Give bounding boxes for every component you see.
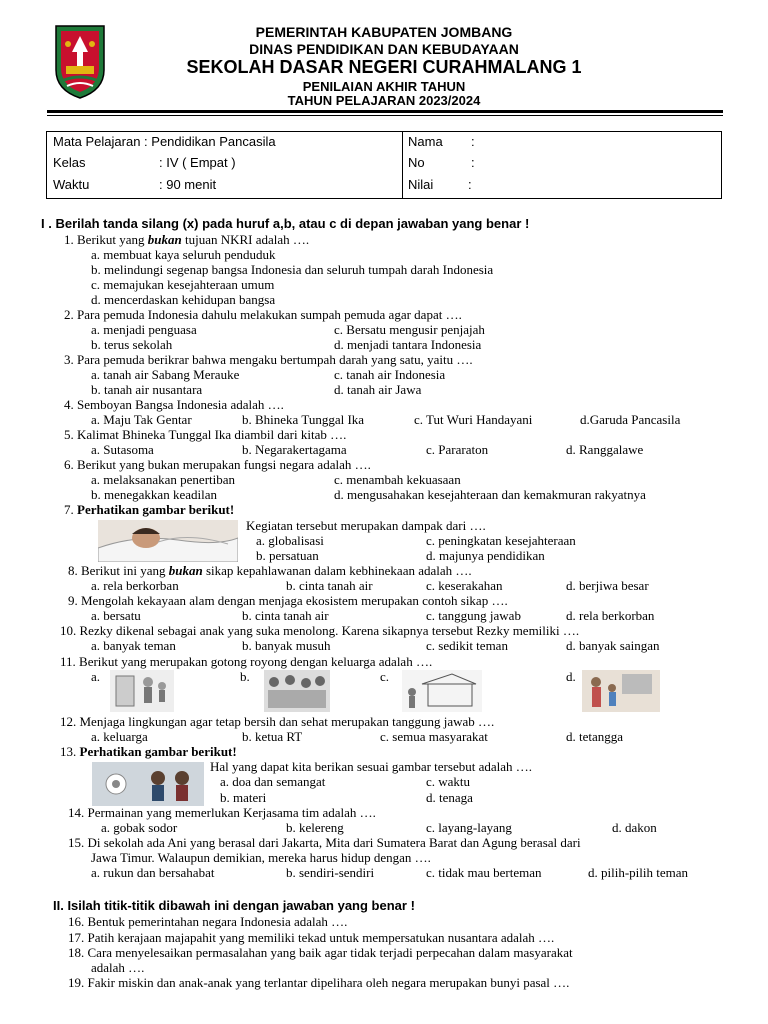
question-8-emphasis: bukan: [168, 563, 203, 578]
q13-option-c[interactable]: c. waktu: [426, 774, 471, 789]
q15-option-c[interactable]: c. tidak mau berteman: [426, 865, 542, 880]
time-value: : 90 menit: [159, 177, 217, 192]
q8-option-c[interactable]: c. keserakahan: [426, 578, 503, 593]
section-2-title: II. Isilah titik-titik dibawah ini dengan jawaban yang benar !: [53, 898, 415, 913]
q4-option-c[interactable]: c. Tut Wuri Handayani: [414, 412, 533, 427]
question-8: [68, 563, 472, 578]
q14-option-a[interactable]: a. gobak sodor: [101, 820, 178, 835]
q7-option-c[interactable]: c. peningkatan kesejahteraan: [426, 533, 576, 548]
q10-option-b[interactable]: b. banyak musuh: [242, 638, 331, 653]
q7-option-d[interactable]: d. majunya pendidikan: [426, 548, 545, 563]
q1-option-d[interactable]: d. mencerdaskan kehidupan bangsa: [91, 292, 276, 307]
q10-option-a[interactable]: a. banyak teman: [91, 638, 176, 653]
question-8-pre: Berikut ini yang: [81, 563, 169, 578]
number-field[interactable]: :: [471, 155, 475, 170]
q2-option-a[interactable]: a. menjadi penguasa: [91, 322, 197, 337]
q4-option-d[interactable]: d.Garuda Pancasila: [580, 412, 681, 427]
q4-option-a[interactable]: a. Maju Tak Gentar: [91, 412, 192, 427]
info-box-divider: [402, 132, 403, 198]
q11-image-a: [110, 670, 174, 712]
q3-option-d[interactable]: d. tanah air Jawa: [334, 382, 422, 397]
student-info-box: [46, 131, 722, 199]
q14-option-b[interactable]: b. kelereng: [286, 820, 344, 835]
q4-option-b[interactable]: b. Bhineka Tunggal Ika: [242, 412, 365, 427]
q13-option-d[interactable]: d. tenaga: [426, 790, 473, 805]
question-1-pre: Berikut yang: [77, 232, 148, 247]
q7-option-b[interactable]: b. persatuan: [256, 548, 319, 563]
question-1-number: 1.: [64, 232, 74, 247]
score-label: Nilai: [408, 177, 434, 192]
question-18-line-2: adalah ….: [91, 960, 145, 975]
question-16: 16. Bentuk pemerintahan negara Indonesia adalah ….: [68, 914, 348, 929]
q12-option-d[interactable]: d. tetangga: [566, 729, 624, 744]
question-11: 11. Berikut yang merupakan gotong royong dengan keluarga adalah ….: [60, 654, 433, 669]
q6-option-c[interactable]: c. menambah kekuasaan: [334, 472, 461, 487]
children-image: [92, 762, 204, 806]
q11-image-b: [264, 670, 330, 712]
class-value: : IV ( Empat ): [159, 155, 236, 170]
q2-option-c[interactable]: c. Bersatu mengusir penjajah: [334, 322, 485, 337]
q9-option-a[interactable]: a. bersatu: [91, 608, 141, 623]
q11-image-d: [582, 670, 660, 712]
q5-option-c[interactable]: c. Pararaton: [426, 442, 489, 457]
q2-option-b[interactable]: b. terus sekolah: [91, 337, 173, 352]
q12-option-b[interactable]: b. ketua RT: [242, 729, 303, 744]
q11-option-c[interactable]: c.: [380, 669, 390, 684]
question-15-line-2: Jawa Timur. Walaupun demikian, mereka harus hidup dengan ….: [91, 850, 431, 865]
q10-option-c[interactable]: c. sedikit teman: [426, 638, 508, 653]
q3-option-a[interactable]: a. tanah air Sabang Merauke: [91, 367, 240, 382]
question-2: 2. Para pemuda Indonesia dahulu melakukan sumpah pemuda agar dapat ….: [64, 307, 462, 322]
section-1-title: I . Berilah tanda silang (x) pada huruf a,b, atau c di depan jawaban yang benar !: [41, 216, 530, 231]
question-13-instruction: Perhatikan gambar berikut!: [79, 744, 237, 759]
header-rule-thin: [47, 115, 723, 116]
q11-option-d[interactable]: d.: [566, 669, 576, 684]
score-field[interactable]: :: [468, 177, 472, 192]
q12-option-a[interactable]: a. keluarga: [91, 729, 148, 744]
question-12: 12. Menjaga lingkungan agar tetap bersih dan sehat merupakan tanggung jawab ….: [60, 714, 495, 729]
q1-option-a[interactable]: a. membuat kaya seluruh penduduk: [91, 247, 276, 262]
question-17: 17. Patih kerajaan majapahit yang memiliki tekad untuk mempersatukan nusantara adalah ….: [68, 930, 555, 945]
header-exam-title: PENILAIAN AKHIR TAHUN: [302, 79, 466, 94]
q12-option-c[interactable]: c. semua masyarakat: [380, 729, 488, 744]
question-7-number: 7.: [64, 502, 74, 517]
q3-option-c[interactable]: c. tanah air Indonesia: [334, 367, 446, 382]
q15-option-d[interactable]: d. pilih-pilih teman: [588, 865, 689, 880]
q9-option-b[interactable]: b. cinta tanah air: [242, 608, 329, 623]
q15-option-b[interactable]: b. sendiri-sendiri: [286, 865, 375, 880]
q8-option-b[interactable]: b. cinta tanah air: [286, 578, 373, 593]
q5-option-d[interactable]: d. Ranggalawe: [566, 442, 644, 457]
q15-option-a[interactable]: a. rukun dan bersahabat: [91, 865, 215, 880]
q3-option-b[interactable]: b. tanah air nusantara: [91, 382, 203, 397]
time-label: Waktu: [53, 177, 90, 192]
q13-option-a[interactable]: a. doa dan semangat: [220, 774, 326, 789]
q1-option-b[interactable]: b. melindungi segenap bangsa Indonesia dan seluruh tumpah darah Indonesia: [91, 262, 494, 277]
q14-option-d[interactable]: d. dakon: [612, 820, 657, 835]
q8-option-d[interactable]: d. berjiwa besar: [566, 578, 649, 593]
question-7-instruction: Perhatikan gambar berikut!: [77, 502, 235, 517]
question-13-number: 13.: [60, 744, 77, 759]
q13-option-b[interactable]: b. materi: [220, 790, 267, 805]
q10-option-d[interactable]: d. banyak saingan: [566, 638, 660, 653]
q7-stem: Kegiatan tersebut merupakan dampak dari ….: [246, 518, 486, 533]
question-14: 14. Permainan yang memerlukan Kerjasama tim adalah ….: [68, 805, 376, 820]
q6-option-b[interactable]: b. menegakkan keadilan: [91, 487, 217, 502]
header-government: PEMERINTAH KABUPATEN JOMBANG: [255, 24, 513, 40]
q11-image-c: [402, 670, 482, 712]
question-8-post: sikap kepahlawanan dalam kebhinekaan adalah ….: [202, 563, 472, 578]
class-label: Kelas: [53, 155, 86, 170]
question-19: 19. Fakir miskin dan anak-anak yang terlantar dipelihara oleh negara merupakan bunyi pasal ….: [68, 975, 570, 990]
q1-option-c[interactable]: c. memajukan kesejahteraan umum: [91, 277, 275, 292]
question-8-number: 8.: [68, 563, 78, 578]
question-18-line-1: 18. Cara menyelesaikan permasalahan yang baik agar tidak terjadi perpecahan dalam masyarakat: [68, 945, 573, 960]
q9-option-c[interactable]: c. tanggung jawab: [426, 608, 521, 623]
subject-label: Mata Pelajaran : Pendidikan Pancasila: [53, 134, 276, 149]
question-1-post: tujuan NKRI adalah ….: [181, 232, 310, 247]
q5-option-a[interactable]: a. Sutasoma: [91, 442, 154, 457]
question-6: 6. Berikut yang bukan merupakan fungsi negara adalah ….: [64, 457, 371, 472]
number-label: No: [408, 155, 425, 170]
question-1: [64, 232, 309, 247]
question-15-line-1: 15. Di sekolah ada Ani yang berasal dari Jakarta, Mita dari Sumatera Barat dan Agung berasal dari: [68, 835, 581, 850]
question-13: [60, 744, 237, 759]
q13-stem: Hal yang dapat kita berikan sesuai gambar tersebut adalah ….: [210, 759, 532, 774]
q6-option-d[interactable]: d. mengusahakan kesejahteraan dan kemakmuran rakyatnya: [334, 487, 646, 502]
q9-option-d[interactable]: d. rela berkorban: [566, 608, 655, 623]
question-9: 9. Mengolah kekayaan alam dengan menjaga ekosistem merupakan contoh sikap ….: [68, 593, 508, 608]
header-school-year: TAHUN PELAJARAN 2023/2024: [287, 93, 481, 108]
header-department: DINAS PENDIDIKAN DAN KEBUDAYAAN: [249, 41, 519, 57]
q11-option-a[interactable]: a.: [91, 669, 101, 684]
q11-option-b[interactable]: b.: [240, 669, 250, 684]
name-label: Nama: [408, 134, 443, 149]
q14-option-c[interactable]: c. layang-layang: [426, 820, 512, 835]
letterhead: [0, 0, 768, 110]
header-rule-thick: [47, 110, 723, 113]
q7-option-a[interactable]: a. globalisasi: [256, 533, 324, 548]
q8-option-a[interactable]: a. rela berkorban: [91, 578, 179, 593]
header-school-name: SEKOLAH DASAR NEGERI CURAHMALANG 1: [186, 57, 582, 77]
q6-option-a[interactable]: a. melaksanakan penertiban: [91, 472, 236, 487]
question-3: 3. Para pemuda berikrar bahwa mengaku bertumpah darah yang satu, yaitu ….: [64, 352, 473, 367]
question-10: 10. Rezky dikenal sebagai anak yang suka menolong. Karena sikapnya tersebut Rezky memiliki ….: [60, 623, 580, 638]
q2-option-d[interactable]: d. menjadi tantara Indonesia: [334, 337, 482, 352]
question-7: [64, 502, 234, 517]
question-5: 5. Kalimat Bhineka Tunggal Ika diambil dari kitab ….: [64, 427, 347, 442]
question-4: 4. Semboyan Bangsa Indonesia adalah ….: [64, 397, 284, 412]
question-1-emphasis: bukan: [147, 232, 182, 247]
sleeping-child-image: [98, 520, 238, 562]
name-field[interactable]: :: [471, 134, 475, 149]
q5-option-b[interactable]: b. Negarakertagama: [242, 442, 347, 457]
